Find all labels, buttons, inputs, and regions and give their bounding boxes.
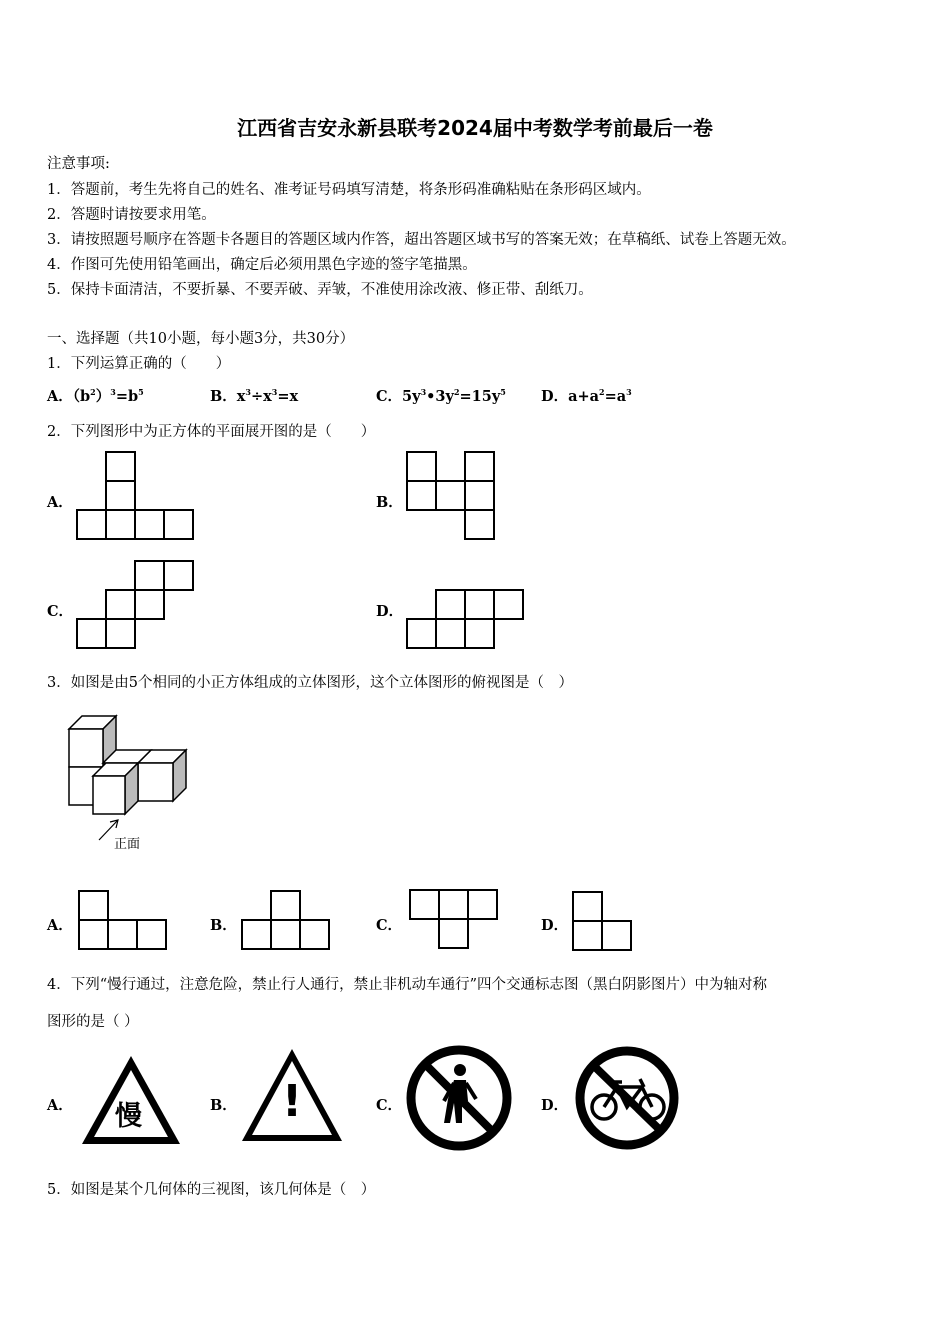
option-text: 5y [402, 388, 421, 405]
option-label: C． [376, 917, 403, 934]
note-item: 2．答题时请按要求用笔。 [47, 207, 216, 223]
question-1-stem: 1．下列运算正确的（ ） [47, 356, 231, 372]
option-label: D． [376, 603, 404, 620]
option-label: A． [47, 388, 73, 405]
q2-net-d [405, 588, 527, 650]
slow-sign-char: 慢 [115, 1101, 142, 1132]
option-label: B． [376, 494, 403, 511]
q3-view-c [408, 888, 500, 951]
q2-net-a [75, 450, 195, 542]
option-text: a+a [568, 388, 600, 405]
no-pedestrian-sign-icon [404, 1043, 514, 1153]
q3-view-a [77, 889, 169, 952]
warning-sign-char: ! [282, 1076, 303, 1127]
q3-view-d [571, 890, 634, 953]
q3-view-b [240, 889, 332, 952]
q1-option-d: D．$a+a^2=a^3$ [541, 387, 632, 405]
note-item: 3．请按照题号顺序在答题卡各题目的答题区域内作答，超出答题区域书写的答案无效；在草稿纸、试卷上答题无效。 [47, 232, 796, 248]
option-label: A． [47, 494, 73, 511]
no-bicycle-sign-icon [572, 1045, 682, 1151]
q2-net-c [75, 559, 195, 651]
notes-heading: 注意事项: [47, 156, 110, 172]
question-4-stem: 4．下列“慢行通过，注意危险，禁止行人通行，禁止非机动车通行”四个交通标志图（黑白阴影图片）中为轴对称 [47, 977, 768, 993]
q2-net-b [405, 450, 497, 542]
option-text: x [236, 388, 246, 405]
option-label: B． [210, 917, 237, 934]
option-label: C． [47, 603, 74, 620]
page-title: 江西省吉安永新县联考2024届中考数学考前最后一卷 [237, 116, 713, 140]
question-2-stem: 2．下列图形中为正方体的平面展开图的是（ ） [47, 424, 376, 440]
note-item: 1．答题前，考生先将自己的姓名、准考证号码填写清楚，将条形码准确粘贴在条形码区域内。 [47, 182, 651, 198]
option-text: （b [72, 388, 91, 405]
question-5-stem: 5．如图是某个几何体的三视图，该几何体是（ ） [47, 1182, 376, 1198]
option-label: C． [376, 1097, 403, 1114]
section-heading: 一、选择题（共10小题，每小题3分，共30分） [47, 331, 355, 347]
note-item: 5．保持卡面清洁，不要折暴、不要弄破、弄皱，不准使用涂改液、修正带、刮纸刀。 [47, 282, 593, 298]
q1-option-b: B．$x^3\div x^3=x$ [210, 387, 299, 405]
question-3-stem: 3．如图是由5个相同的小正方体组成的立体图形，这个立体图形的俯视图是（ ） [47, 675, 573, 691]
option-label: B． [210, 388, 237, 405]
option-label: C． [376, 388, 403, 405]
question-4-stem-continued: 图形的是（ ） [47, 1014, 139, 1030]
option-label: A． [47, 1097, 73, 1114]
note-item: 4．作图可先使用铅笔画出，确定后必须用黑色字迹的签字笔描黑。 [47, 257, 477, 273]
option-label: B． [210, 1097, 237, 1114]
q1-option-a: A．$(b^2)^3=b^5$ [47, 387, 144, 405]
option-label: D． [541, 917, 569, 934]
front-label: 正面 [114, 837, 141, 852]
q1-option-c: C．$5y^3•3y^2=15y^5$ [376, 387, 506, 405]
option-label: D． [541, 388, 569, 405]
option-label: A． [47, 917, 73, 934]
option-label: D． [541, 1097, 569, 1114]
